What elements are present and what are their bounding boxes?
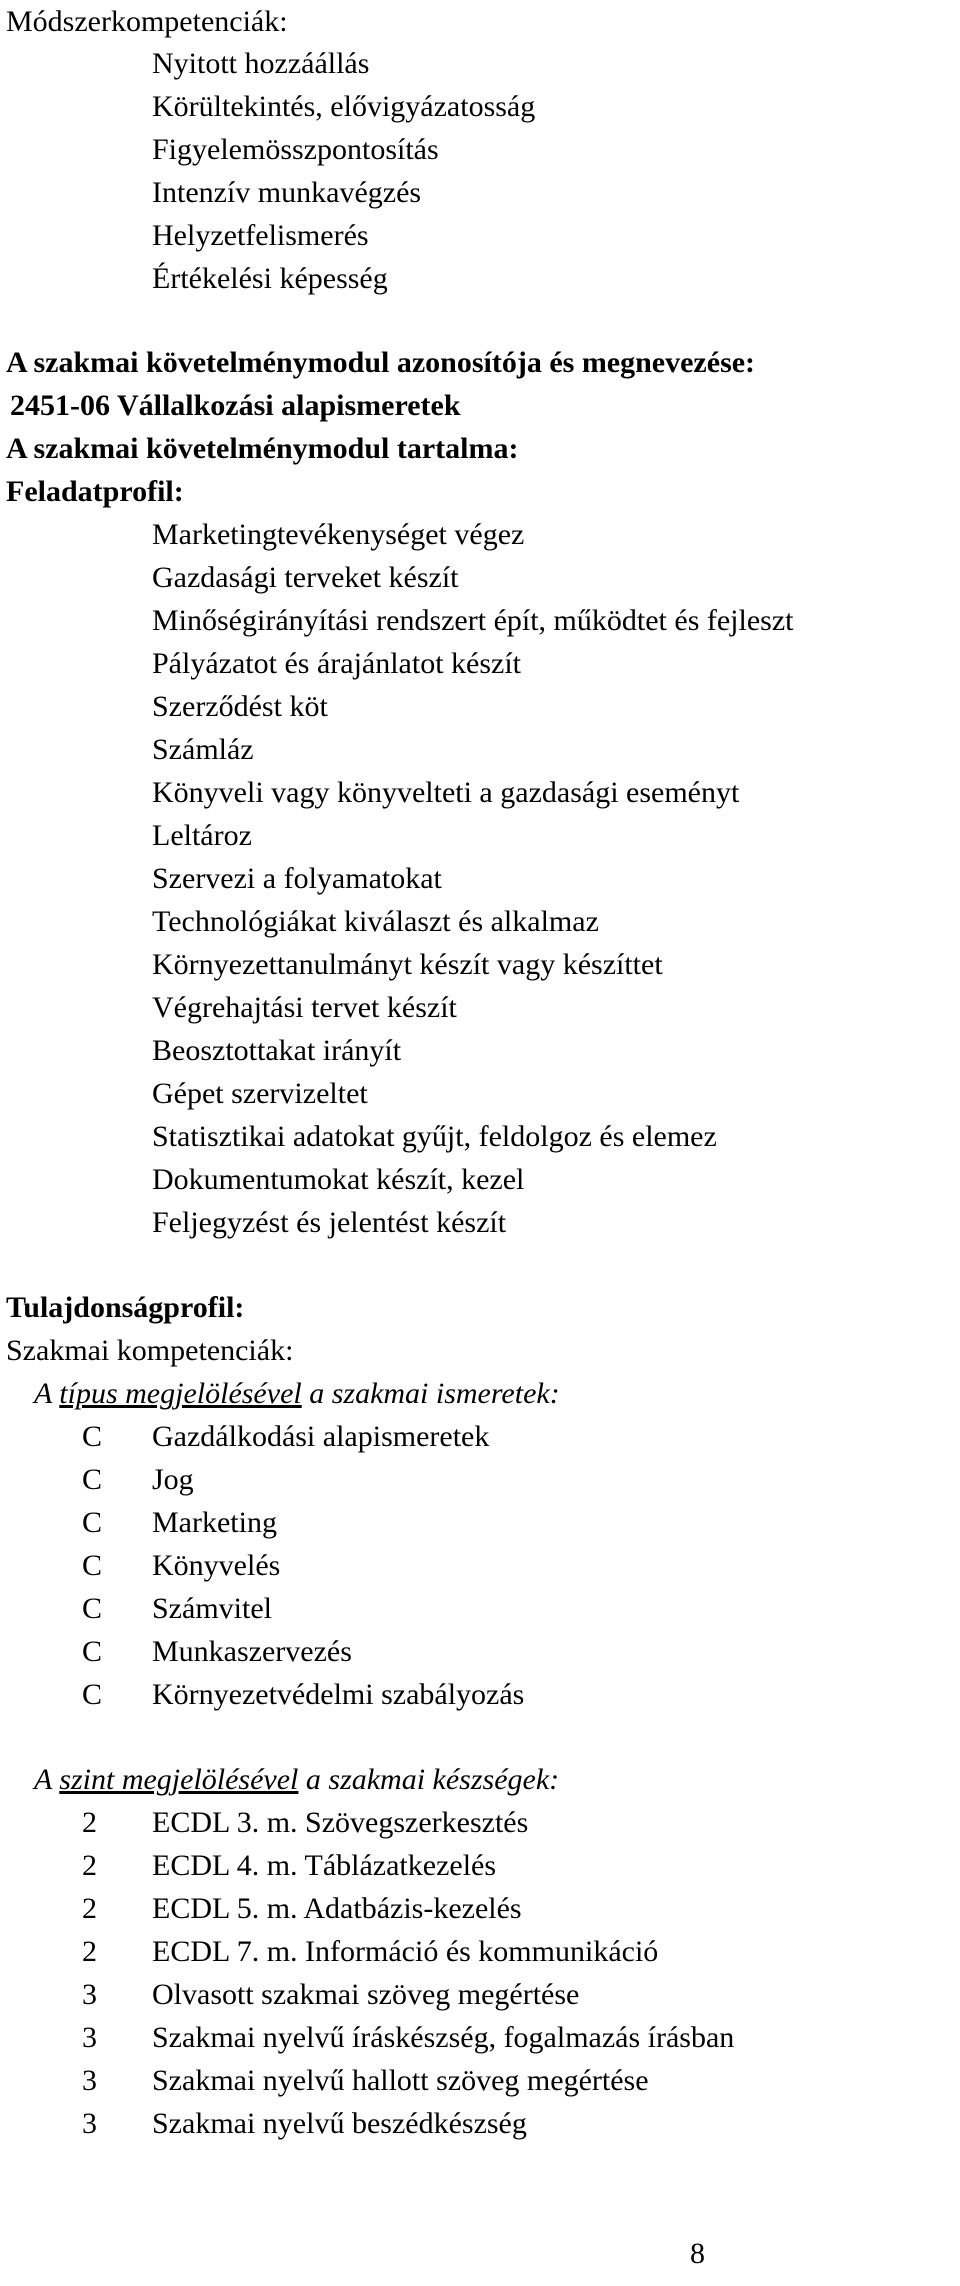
property-profile-heading: Tulajdonságprofil: — [6, 1291, 245, 1324]
knowledge-text: Gazdálkodási alapismeretek — [152, 1420, 490, 1453]
professional-competencies-heading: Szakmai kompetenciák: — [6, 1334, 294, 1367]
task-item: Gépet szervizeltet — [152, 1077, 368, 1110]
task-item: Szerződést köt — [152, 690, 328, 723]
skill-level-code: 3 — [82, 2064, 97, 2097]
knowledge-heading-underlined: típus megjelölésével — [59, 1377, 302, 1410]
method-item: Intenzív munkavégzés — [152, 176, 422, 209]
task-item: Gazdasági terveket készít — [152, 561, 459, 594]
skill-text: Olvasott szakmai szöveg megértése — [152, 1978, 580, 2011]
task-item: Leltároz — [152, 819, 252, 852]
knowledge-type-code: C — [82, 1506, 103, 1539]
skills-heading-suffix: a szakmai készségek: — [298, 1763, 560, 1796]
task-item: Marketingtevékenységet végez — [152, 518, 525, 551]
skill-text: Szakmai nyelvű hallott szöveg megértése — [152, 2064, 649, 2097]
skill-level-code: 3 — [82, 2107, 97, 2140]
knowledge-type-code: C — [82, 1549, 103, 1582]
skill-text: ECDL 3. m. Szövegszerkesztés — [152, 1806, 529, 1839]
knowledge-heading-prefix: A — [34, 1377, 60, 1410]
task-item: Technológiákat kiválaszt és alkalmaz — [152, 905, 599, 938]
module-content-heading: A szakmai követelménymodul tartalma: — [6, 432, 519, 465]
method-item: Körültekintés, elővigyázatosság — [152, 90, 536, 123]
skill-text: ECDL 4. m. Táblázatkezelés — [152, 1849, 497, 1882]
skills-heading-prefix: A — [34, 1763, 60, 1796]
task-item: Végrehajtási tervet készít — [152, 991, 457, 1024]
knowledge-heading — [34, 1376, 560, 1412]
task-item: Dokumentumokat készít, kezel — [152, 1163, 525, 1196]
knowledge-type-code: C — [82, 1420, 103, 1453]
task-item: Szervezi a folyamatokat — [152, 862, 442, 895]
skill-level-code: 2 — [82, 1935, 97, 1968]
task-item: Minőségirányítási rendszert épít, működtet és fejleszt — [152, 604, 794, 637]
skill-level-code: 2 — [82, 1892, 97, 1925]
task-item: Beosztottakat irányít — [152, 1034, 402, 1067]
knowledge-text: Jog — [152, 1463, 194, 1496]
knowledge-text: Számvitel — [152, 1592, 272, 1625]
skill-level-code: 2 — [82, 1806, 97, 1839]
module-id-value: 2451-06 Vállalkozási alapismeretek — [10, 389, 461, 422]
skills-heading-underlined: szint megjelölésével — [59, 1763, 299, 1796]
knowledge-heading-suffix: a szakmai ismeretek: — [301, 1377, 560, 1410]
task-item: Statisztikai adatokat gyűjt, feldolgoz és elemez — [152, 1120, 717, 1153]
skill-text: ECDL 7. m. Információ és kommunikáció — [152, 1935, 659, 1968]
knowledge-text: Marketing — [152, 1506, 277, 1539]
task-item: Számláz — [152, 733, 254, 766]
knowledge-type-code: C — [82, 1678, 103, 1711]
knowledge-text: Munkaszervezés — [152, 1635, 352, 1668]
method-item: Értékelési képesség — [152, 262, 388, 295]
knowledge-text: Könyvelés — [152, 1549, 281, 1582]
task-item: Környezettanulmányt készít vagy készíttet — [152, 948, 663, 981]
skill-text: Szakmai nyelvű íráskészség, fogalmazás írásban — [152, 2021, 735, 2054]
knowledge-type-code: C — [82, 1463, 103, 1496]
method-competencies-heading: Módszerkompetenciák: — [6, 5, 288, 38]
task-item: Könyveli vagy könyvelteti a gazdasági eseményt — [152, 776, 740, 809]
task-profile-heading: Feladatprofil: — [6, 475, 184, 508]
skill-text: ECDL 5. m. Adatbázis-kezelés — [152, 1892, 522, 1925]
method-item: Helyzetfelismerés — [152, 219, 369, 252]
knowledge-text: Környezetvédelmi szabályozás — [152, 1678, 525, 1711]
skill-level-code: 3 — [82, 1978, 97, 2011]
skill-level-code: 2 — [82, 1849, 97, 1882]
task-item: Feljegyzést és jelentést készít — [152, 1206, 507, 1239]
task-item: Pályázatot és árajánlatot készít — [152, 647, 522, 680]
knowledge-type-code: C — [82, 1592, 103, 1625]
method-item: Figyelemösszpontosítás — [152, 133, 439, 166]
skill-text: Szakmai nyelvű beszédkészség — [152, 2107, 527, 2140]
knowledge-type-code: C — [82, 1635, 103, 1668]
page-number: 8 — [690, 2237, 705, 2270]
skills-heading — [34, 1762, 559, 1798]
method-item: Nyitott hozzáállás — [152, 47, 370, 80]
module-id-heading: A szakmai követelménymodul azonosítója és megnevezése: — [6, 346, 756, 379]
skill-level-code: 3 — [82, 2021, 97, 2054]
